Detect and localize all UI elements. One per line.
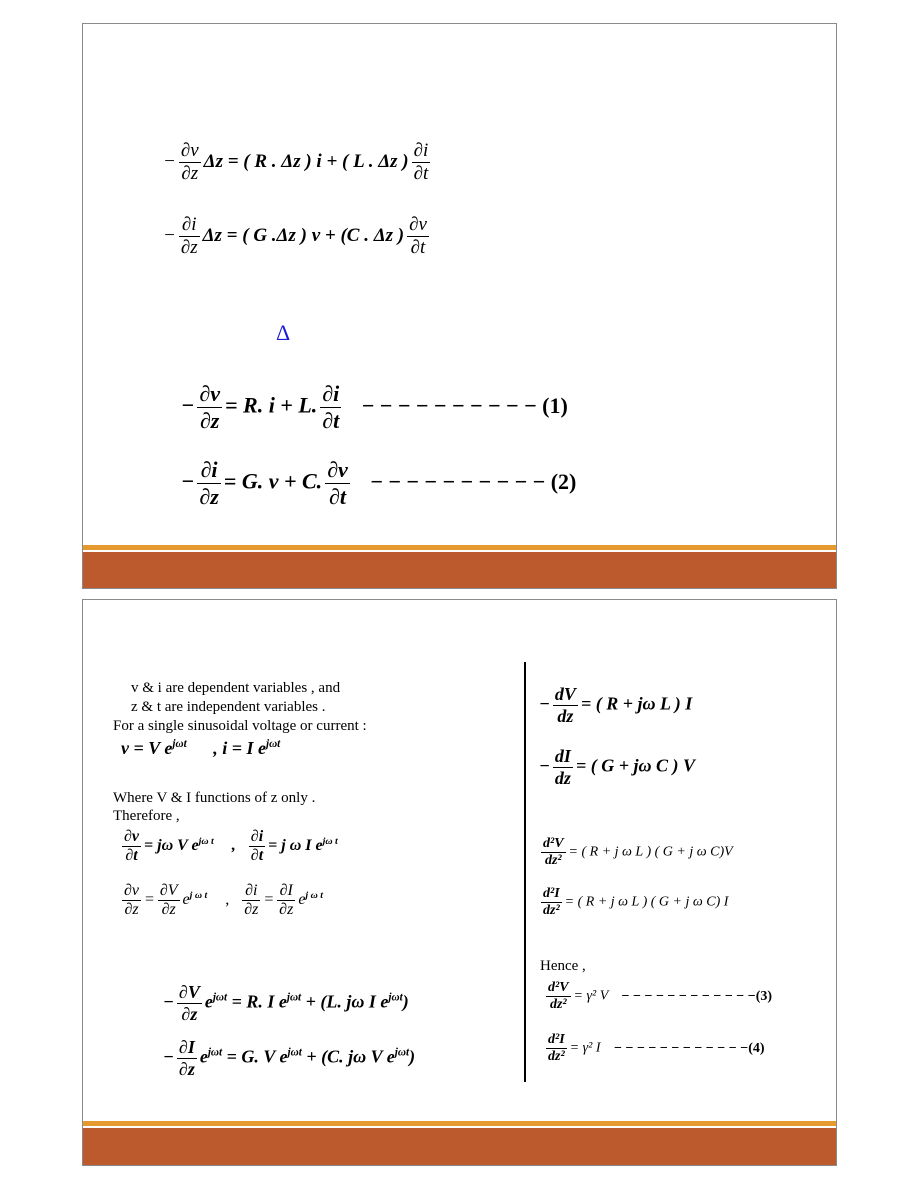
equation-d2I: $\frac{\text{d²I}}{\text{dz²}}$ = ( R + j ω L ) ( G + j ω C) I — [543, 886, 729, 918]
text-where: Where V & I functions of z only . — [113, 790, 316, 806]
equation-substituted-1: − $\frac{\partial V}{\partial z}$ $e^{j\omega t} = R$. I $e^{j\omega t} + (L$. jω I $e^{j\omega t}$) — [163, 982, 409, 1024]
equation-3: $\frac{\text{d²V}}{\text{dz²}}$ = γ² V − − − − − − − − − − − −(3) — [548, 980, 773, 1012]
footer-bar — [83, 552, 836, 588]
equation-a: − $\frac{\partial v}{\partial z}$ Δz = ( R . Δz ) i + ( L . Δz ) $\frac{\partial i}{\partial t}$ — [163, 140, 429, 184]
column-divider — [524, 662, 526, 1082]
slide-2 — [82, 599, 837, 1166]
equation-space-derivatives: $\frac{\partial v}{\partial z}$ = $\frac{\partial V}{\partial z}$ $e^{j \omega t}$ , $\frac{\partial i}{\partial z}$ = $\frac{\partial I}{\partial z}$ $e^{j \omega t}$ — [124, 882, 324, 918]
equation-1: − $\frac{\partial v}{\partial z}$ = R. i + L. $\frac{\partial i}{\partial t}$ − − − − − − − − − − (1) — [181, 381, 568, 433]
equation-substituted-2: − $\frac{\partial I}{\partial z}$ $e^{j\omega t} = G$. V $e^{j\omega t} + (C$. jω V $e^{j\omega t}$) — [163, 1037, 416, 1079]
equation-dV-dz: − $\frac{dV}{dz}$ = ( R + jω L ) I — [539, 684, 693, 726]
equation-2: − $\frac{\partial i}{\partial z}$ = G. v + C. $\frac{\partial v}{\partial t}$ − − − − − − − − − − (2) — [181, 457, 577, 509]
footer-accent-line — [83, 1121, 836, 1126]
equation-dI-dz: − $\frac{dI}{dz}$ = ( G + jω C ) V — [539, 746, 695, 788]
equation-b: − $\frac{\partial i}{\partial z}$ Δz = ( G .Δz ) v + (C . Δz ) $\frac{\partial v}{\partial t}$ — [163, 214, 427, 258]
equation-time-derivatives: $\frac{\partial v}{\partial t}$ = jω V $e^{j\omega t}$ , $\frac{\partial i}{\partial t}$ = j ω I $e^{j\omega t}$ — [124, 828, 338, 864]
footer-bar — [83, 1128, 836, 1165]
text-therefore: Therefore , — [113, 808, 180, 824]
text-dependent-vars: v & i are dependent variables , and — [131, 680, 341, 696]
text-sinusoidal: For a single sinusoidal voltage or current : — [113, 718, 367, 734]
equation-d2V: $\frac{\text{d²V}}{\text{dz²}}$ = ( R + j ω L ) ( G + j ω C)V — [543, 836, 733, 868]
equation-phasor-defs: v = V $e^{j\omega t}$ , i = I $e^{j\omega t}$ — [121, 738, 281, 758]
equation-4: $\frac{\text{d²I}}{\text{dz²}}$ = γ² I − − − − − − − − − − − −(4) — [548, 1032, 765, 1064]
text-hence: Hence , — [540, 958, 586, 974]
footer-accent-line — [83, 545, 836, 550]
text-independent-vars: z & t are independent variables . — [131, 699, 326, 715]
delta-symbol: Δ — [276, 320, 291, 345]
slide-1 — [82, 23, 837, 589]
